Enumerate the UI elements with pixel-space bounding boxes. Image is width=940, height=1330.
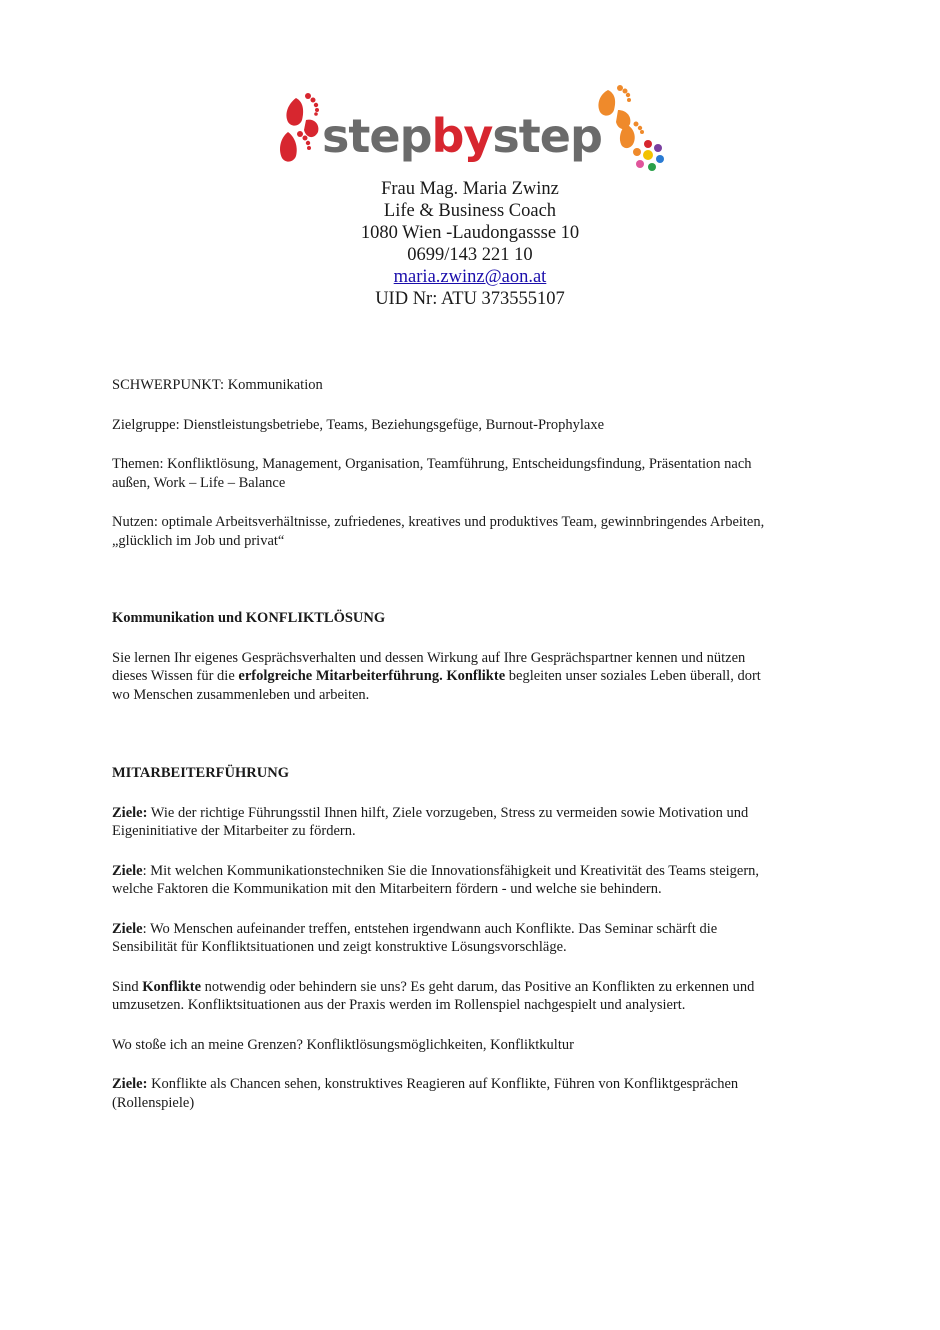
ziele-1-line-1 [112, 804, 832, 823]
logo-word-step-2: step [492, 109, 602, 163]
orange-footprint-icon [598, 85, 644, 148]
grenzen-line: Wo stoße ich an meine Grenzen? Konfliktlösungsmöglichkeiten, Konfliktkultur [112, 1036, 574, 1053]
themen-line-2: außen, Work – Life – Balance [112, 474, 286, 491]
ziele-3-line-2: Sensibilität für Konfliktsituationen und zeigt konstruktive Lösungsvorschläge. [112, 939, 567, 955]
zielgruppe-line: Zielgruppe: Dienstleistungsbetriebe, Teams, Beziehungsgefüge, Burnout-Prophylaxe [112, 416, 605, 433]
contact-block [0, 178, 940, 310]
ziele-3-line-1 [112, 920, 832, 939]
konflikt-line-1: Sie lernen Ihr eigenes Gesprächsverhalten und dessen Wirkung auf Ihre Gesprächspartner kennen und nützen [112, 649, 746, 666]
konflikt-line-3: wo Menschen zusammenleben und arbeiten. [112, 686, 370, 703]
document-body [112, 376, 832, 1112]
contact-name: Frau Mag. Maria Zwinz [381, 179, 559, 199]
red-footprint-icon [280, 93, 319, 162]
nutzen-line-1: Nutzen: optimale Arbeitsverhältnisse, zufriedenes, kreatives und produktives Team, gewinnbringendes Arbeiten, [112, 514, 765, 530]
konflikt-line-2 [112, 667, 832, 686]
konflikte-paragraph-line-1 [112, 978, 832, 997]
konflikte-paragraph-line-2: umzusetzen. Konfliktsituationen aus der Praxis werden im Rollenspiel nachgespielt und analysiert. [112, 997, 686, 1013]
konflikt-heading: Kommunikation und KONFLIKTLÖSUNG [112, 610, 386, 626]
ziele-4-text: Konflikte als Chancen sehen, konstruktives Reagieren auf Konflikte, Führen von Konfliktgesprächen [147, 1076, 739, 1092]
contact-phone: 0699/143 221 10 [407, 245, 533, 265]
konflikte-paragraph-b: Konflikte [142, 978, 202, 995]
themen-line-1: Themen: Konfliktlösung, Management, Organisation, Teamführung, Entscheidungsfindung, Präsentation nach [112, 456, 752, 472]
svg-text:stepbystep [322, 109, 602, 163]
contact-address: 1080 Wien -Laudongassse 10 [360, 223, 580, 243]
konflikte-paragraph-a: Sind [112, 978, 143, 995]
ziele-1-label: Ziele: [112, 804, 148, 821]
ziele-2-line-1 [112, 862, 832, 881]
konflikte-paragraph-c: notwendig oder behindern sie uns? Es geht darum, das Positive an Konflikten zu erkennen und [201, 978, 755, 995]
logo-word-step: step [322, 109, 432, 163]
ziele-2-line-2: welche Faktoren die Kommunikation mit den Mitarbeitern fördern - und welche sie behindern. [112, 881, 662, 897]
schwerpunkt-line: SCHWERPUNKT: Kommunikation [112, 377, 323, 393]
contact-role: Life & Business Coach [383, 201, 557, 221]
logo-word-by: by [431, 109, 493, 163]
ziele-4-line-2: (Rollenspiele) [112, 1094, 195, 1111]
stepbystep-logo [278, 80, 668, 180]
konflikt-line-2-e: begleiten unser soziales Leben überall, dort [505, 668, 761, 684]
ziele-4-line-1 [112, 1075, 832, 1094]
ziele-3-label: Ziele [112, 920, 143, 937]
nutzen-line-2: „glücklich im Job und privat“ [112, 532, 285, 549]
ziele-1-line-2: Eigeninitiative der Mitarbeiter zu fördern. [112, 823, 356, 839]
mitarbeiter-heading: MITARBEITERFÜHRUNG [112, 765, 289, 781]
contact-uid: UID Nr: ATU 373555107 [375, 289, 565, 309]
ziele-2-text: : Mit welchen Kommunikationstechniken Sie die Innovationsfähigkeit und Kreativität des Teams steigern, [142, 862, 760, 879]
contact-email-link[interactable]: maria.zwinz@aon.at [393, 267, 547, 287]
ziele-3-text: : Wo Menschen aufeinander treffen, entstehen irgendwann auch Konflikte. Das Seminar schärft die [142, 920, 718, 937]
ziele-2-label: Ziele [112, 862, 143, 879]
logo-graphic [278, 80, 668, 180]
ziele-4-label: Ziele: [112, 1076, 148, 1092]
flower-icon [633, 140, 664, 171]
konflikt-line-2-d: Konflikte [446, 668, 506, 684]
ziele-1-text: Wie der richtige Führungsstil Ihnen hilft, Ziele vorzugeben, Stress zu vermeiden sowie Motivation und [147, 804, 749, 821]
konflikt-line-2-b: erfolgreiche Mitarbeiterführung. [238, 668, 443, 684]
konflikt-line-2-a: dieses Wissen für die [112, 668, 239, 684]
